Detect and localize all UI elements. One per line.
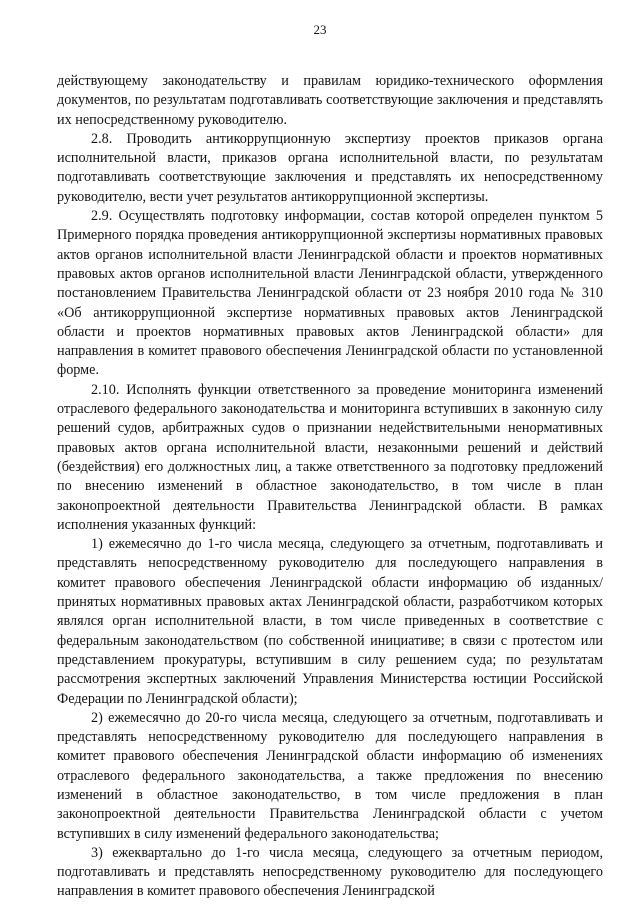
list-item-2: 2) ежемесячно до 20-го числа месяца, следующего за отчетным, подготавливать и представлять непосредственному руководителю для последующего направления в комитет правового обеспечения Ленинградской области информацию об изменениях отраслевого федерального законодательства, а также предложения по внесению изменений в областное законодательство, в том числе предложения в план законопроектной деятельности Правительства Ленинградской области с учетом вступивших в силу изменений федерального законодательства;: [57, 709, 603, 842]
paragraph-2-8: 2.8. Проводить антикоррупционную экспертизу проектов приказов органа исполнительной власти, приказов органа исполнительной власти, по результатам подготавливать соответствующие заключения и представлять их непосредственному руководителю, вести учет результатов антикоррупционной экспертизы.: [57, 130, 603, 205]
paragraph-2-10: 2.10. Исполнять функции ответственного за проведение мониторинга изменений отраслевого федерального законодательства и мониторинга вступивших в законную силу решений судов, арбитражных судов о признании недействительными ненормативных правовых актов органа исполнительной власти, незаконными решений и действий (бездействия) его должностных лиц, а также ответственного за подготовку предложений по внесению изменений в областное законодательство, в том числе в план законопроектной деятельности Правительства Ленинградской области. В рамках исполнения указанных функций:: [57, 381, 603, 533]
paragraph-2-9: 2.9. Осуществлять подготовку информации, состав которой определен пунктом 5 Примерного порядка проведения антикоррупционной экспертизы нормативных правовых актов органов исполнительной власти Ленинградской области и проектов нормативных правовых актов органов исполнительной власти Ленинградской области, утвержденного постановлением Правительства Ленинградской области от 23 ноября 2010 года № 310 «Об антикоррупционной экспертизе нормативных правовых актов Ленинградской области и проектов нормативных правовых актов Ленинградской области» для направления в комитет правового обеспечения Ленинградской области по установленной форме.: [57, 208, 603, 379]
page-number: 23: [313, 22, 327, 37]
list-item-1: 1) ежемесячно до 1-го числа месяца, следующего за отчетным, подготавливать и представлять непосредственному руководителю для последующего направления в комитет правового обеспечения Ленинградской области информацию об изданных/принятых нормативных правовых актах Ленинградской области, разработчиком которых являлся орган исполнительной власти, в том числе приведенных в соответствие с федеральным законодательством (по собственной инициативе; в связи с протестом или представлением прокуратуры, вступившим в силу решением суда; по результатам рассмотрения экспертных заключений Управления Министерства юстиции Российской Федерации по Ленинградской области);: [57, 536, 603, 707]
list-item-3: 3) ежеквартально до 1-го числа месяца, следующего за отчетным периодом, подготавливать и представлять непосредственному руководителю для последующего направления в комитет правового обеспечения Ленинградской: [57, 844, 603, 900]
paragraph-continuation: действующему законодательству и правилам юридико-технического оформления документов, по результатам подготавливать соответствующие заключения и представлять их непосредственному руководителю.: [57, 73, 603, 128]
document-body: [57, 72, 603, 902]
